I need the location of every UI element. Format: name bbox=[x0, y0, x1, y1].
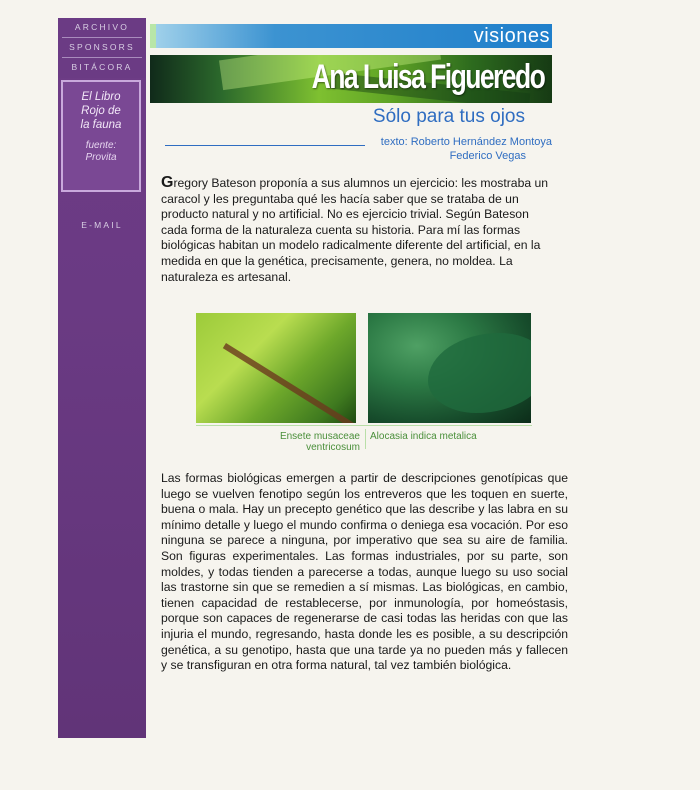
photo-ensete bbox=[196, 313, 356, 423]
credit-text: texto: Roberto Hernández Montoya bbox=[380, 136, 552, 148]
caption-line: ventricosum bbox=[306, 442, 360, 453]
caption-line: Ensete musaceae bbox=[279, 431, 360, 442]
book-source-line: Provita bbox=[85, 152, 117, 163]
paragraph-text: regory Bateson proponía a sus alumnos un ejercicio: les mostraba un caracol y les preguntaba qué les hacía saber que se trataba de un producto natural y no artificial. No es ejercicio trivial. Según Bateson cada forma de la naturaleza cuenta su historia. Para mí las formas biológicas habitan un modelo radicalmente diferente del artificial, en la medida en que la genética, precisamente, genera, no moldea. La naturaleza es artesanal. bbox=[161, 176, 549, 284]
book-source-line: fuente: bbox=[85, 140, 117, 151]
nav-divider bbox=[62, 57, 142, 58]
caption-divider bbox=[365, 429, 366, 449]
section-bar bbox=[150, 24, 552, 48]
credit-photo: Federico Vegas bbox=[449, 150, 526, 162]
article-subtitle: Sólo para tus ojos bbox=[372, 106, 525, 127]
photo-caption-2: Alocasia indica metalica bbox=[370, 431, 477, 442]
leaf-rib bbox=[223, 343, 356, 423]
book-title-line: El Libro bbox=[81, 91, 121, 103]
email-link[interactable]: E-MAIL bbox=[81, 220, 123, 230]
nav-item-sponsors[interactable]: SPONSORS bbox=[69, 42, 135, 52]
photo-alocasia bbox=[368, 313, 531, 423]
section-label: visiones bbox=[473, 25, 550, 47]
book-title-line: Rojo de bbox=[81, 105, 121, 117]
sidebar bbox=[58, 18, 146, 738]
nav-item-archivo[interactable]: ARCHIVO bbox=[74, 22, 130, 32]
article-paragraph-2: Las formas biológicas emergen a partir de descripciones genotípicas que luego se vuelven fenotipo según los entreveros que les toquen en suerte, buena o mala. Hay un precepto genético que las describe y las labra en su mínimo detalle y luego el mundo confirma o deniega esa vocación. Por eso ninguna se parece a ninguna, por imperativo que sea su aire de familia. Son figuras experimentales. Las formas industriales, por su parte, son moldes, y todas tienden a parecerse a todas, aunque luego su uso social las trastorne sin que se remedien a sí mismas. Las biológicas, en cambio, tienen capacidad de restablecerse, por inmunología, por homeóstasis, porque son capaces de regenerarse de casi todas las heridas con que las injuria el mundo, regresando, hasta donde les es posible, a su descripción genética, a su genotipo, hasta que una tarde ya no pueden más y fallecen y se transfiguran en otra forma natural, tal vez también biológica. bbox=[161, 471, 568, 673]
leaf-shape bbox=[428, 333, 531, 413]
book-source bbox=[63, 140, 139, 164]
article-paragraph-1 bbox=[161, 175, 551, 285]
photo-caption-1 bbox=[270, 431, 360, 453]
drop-cap: G bbox=[161, 174, 174, 191]
book-title-line: la fauna bbox=[80, 119, 122, 131]
author-banner bbox=[150, 55, 552, 103]
author-name: Ana Luisa Figueredo bbox=[311, 58, 544, 96]
book-link-box[interactable] bbox=[61, 80, 141, 192]
nav-divider bbox=[62, 37, 142, 38]
book-title bbox=[63, 90, 139, 132]
credits-rule bbox=[165, 145, 365, 146]
photo-rule bbox=[196, 425, 532, 426]
nav-item-bitacora[interactable]: BITÁCORA bbox=[71, 62, 133, 72]
